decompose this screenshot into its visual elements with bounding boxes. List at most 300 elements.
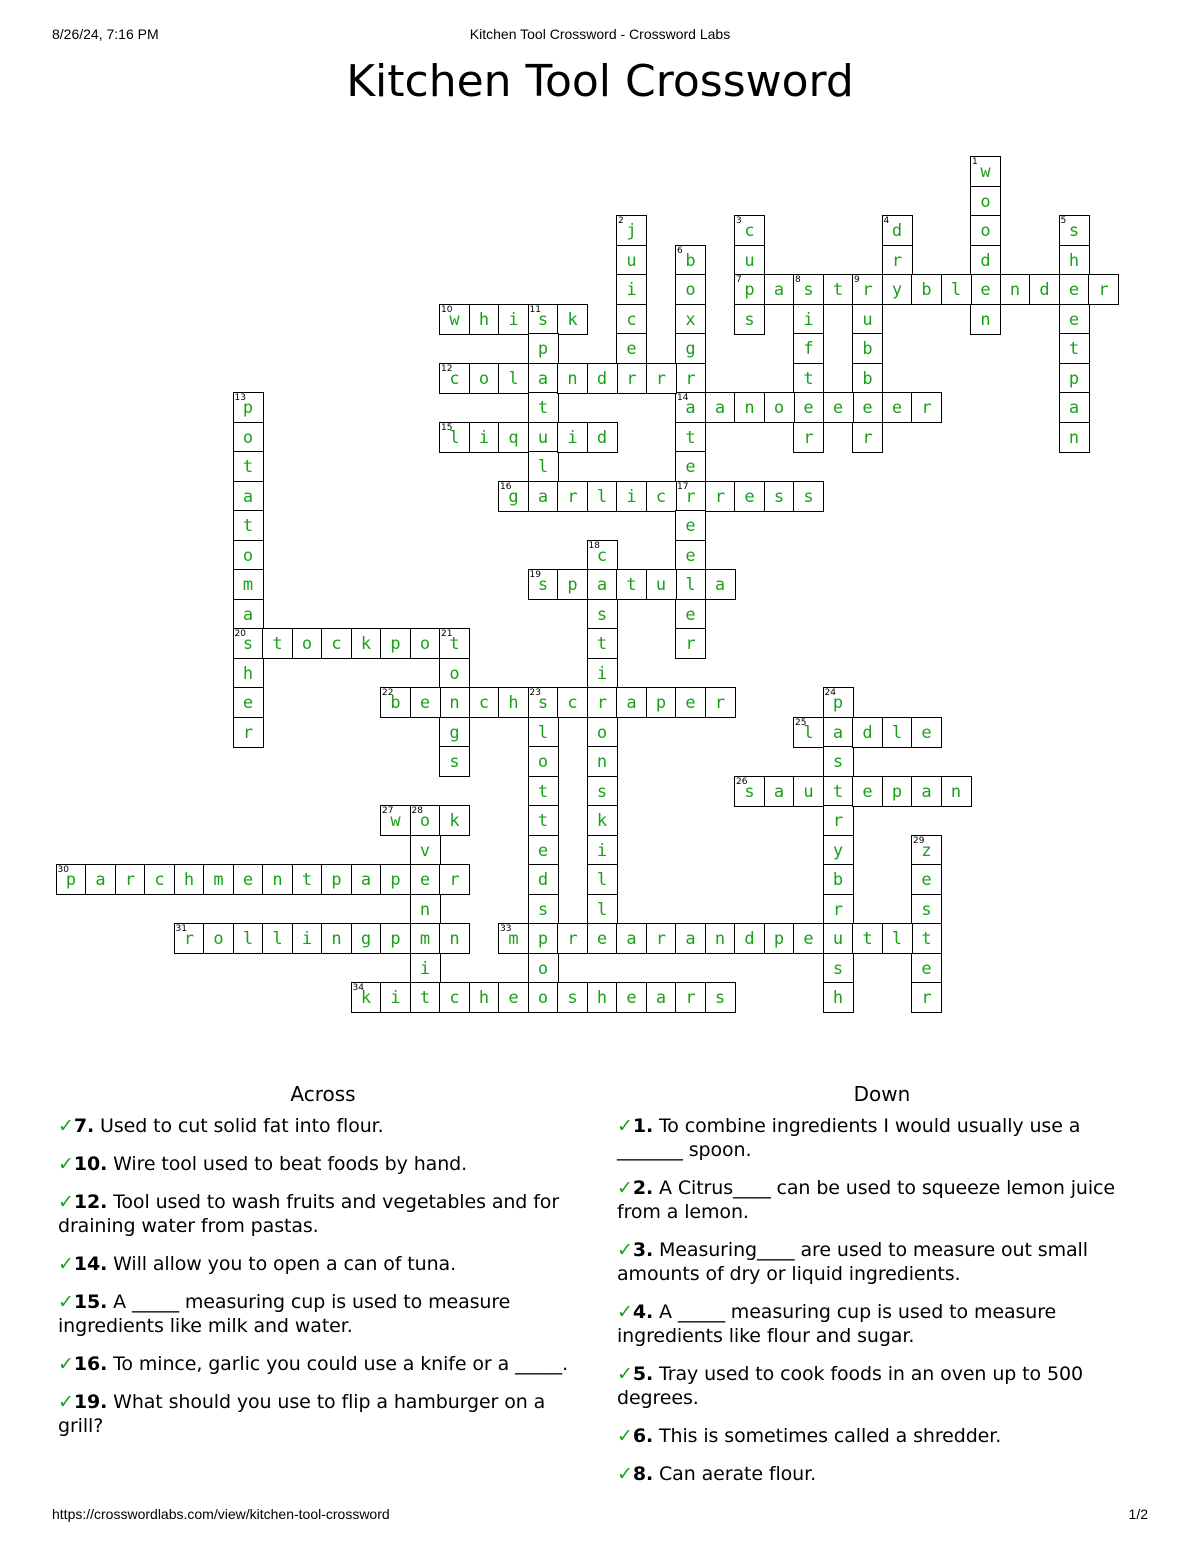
grid-cell[interactable]: [911, 923, 942, 954]
answer-letter: m: [242, 575, 254, 595]
grid-cell[interactable]: [498, 687, 529, 718]
grid-cell[interactable]: [410, 982, 441, 1013]
grid-cell[interactable]: [882, 392, 913, 423]
across-clue[interactable]: [58, 1190, 588, 1238]
answer-letter: d: [1039, 280, 1050, 300]
grid-cell[interactable]: [557, 363, 588, 394]
grid-cell[interactable]: [1059, 422, 1090, 453]
grid-cell[interactable]: [528, 717, 559, 748]
down-clue[interactable]: [617, 1424, 1147, 1448]
answer-letter: c: [478, 693, 490, 713]
grid-cell[interactable]: [675, 569, 706, 600]
grid-cell[interactable]: [439, 304, 470, 335]
grid-cell[interactable]: [321, 628, 352, 659]
clue-number: 31: [175, 924, 187, 934]
answer-letter: r: [685, 486, 696, 507]
grid-cell[interactable]: [528, 481, 559, 512]
grid-cell[interactable]: [233, 658, 264, 689]
grid-cell[interactable]: [528, 746, 559, 777]
grid-cell[interactable]: [705, 481, 736, 512]
grid-cell[interactable]: [734, 776, 765, 807]
grid-cell[interactable]: [1059, 392, 1090, 423]
grid-cell[interactable]: [469, 304, 500, 335]
check-icon: ✓: [58, 1115, 74, 1137]
grid-cell[interactable]: [528, 805, 559, 836]
grid-cell[interactable]: [852, 923, 883, 954]
grid-cell[interactable]: [852, 274, 883, 305]
grid-cell[interactable]: [764, 274, 795, 305]
grid-cell[interactable]: [587, 982, 618, 1013]
grid-cell[interactable]: [1059, 245, 1090, 276]
grid-cell[interactable]: [410, 805, 441, 836]
grid-cell[interactable]: [970, 304, 1001, 335]
grid-cell[interactable]: [528, 422, 559, 453]
clue-number: 24: [824, 688, 836, 698]
grid-cell[interactable]: [557, 982, 588, 1013]
grid-cell[interactable]: [852, 717, 883, 748]
grid-cell[interactable]: [174, 923, 205, 954]
grid-cell[interactable]: [616, 481, 647, 512]
grid-cell[interactable]: [410, 687, 441, 718]
grid-cell[interactable]: [439, 687, 470, 718]
grid-cell[interactable]: [675, 333, 706, 364]
grid-cell[interactable]: [616, 274, 647, 305]
grid-cell[interactable]: [262, 628, 293, 659]
grid-cell[interactable]: [528, 687, 559, 718]
grid-cell[interactable]: [646, 569, 677, 600]
grid-cell[interactable]: [970, 156, 1001, 187]
grid-cell[interactable]: [587, 923, 618, 954]
answer-letter: k: [360, 988, 372, 1008]
grid-cell[interactable]: [675, 304, 706, 335]
grid-cell[interactable]: [734, 392, 765, 423]
answer-letter: a: [685, 929, 696, 949]
grid-cell[interactable]: [793, 422, 824, 453]
grid-cell[interactable]: [469, 422, 500, 453]
grid-cell[interactable]: [233, 422, 264, 453]
answer-letter: h: [1068, 250, 1080, 271]
grid-cell[interactable]: [882, 215, 913, 246]
grid-cell[interactable]: [380, 628, 411, 659]
grid-cell[interactable]: [351, 982, 382, 1013]
across-clue[interactable]: [58, 1290, 588, 1338]
answer-letter: s: [773, 486, 785, 507]
down-clue[interactable]: [617, 1114, 1147, 1162]
grid-cell[interactable]: [587, 835, 618, 866]
grid-cell[interactable]: [734, 215, 765, 246]
grid-cell[interactable]: [528, 835, 559, 866]
grid-cell[interactable]: [439, 923, 470, 954]
grid-cell[interactable]: [115, 864, 146, 895]
grid-cell[interactable]: [823, 923, 854, 954]
grid-cell[interactable]: [380, 805, 411, 836]
grid-cell[interactable]: [675, 923, 706, 954]
grid-cell[interactable]: [351, 923, 382, 954]
grid-cell[interactable]: [675, 540, 706, 571]
grid-cell[interactable]: [587, 422, 618, 453]
grid-cell[interactable]: [174, 864, 205, 895]
answer-letter: p: [390, 634, 401, 654]
grid-cell[interactable]: [970, 215, 1001, 246]
grid-cell[interactable]: [941, 274, 972, 305]
grid-cell[interactable]: [528, 776, 559, 807]
grid-cell[interactable]: [675, 363, 706, 394]
grid-cell[interactable]: [911, 864, 942, 895]
grid-cell[interactable]: [439, 805, 470, 836]
grid-cell[interactable]: [587, 363, 618, 394]
grid-cell[interactable]: [823, 717, 854, 748]
down-clue[interactable]: [617, 1300, 1147, 1348]
grid-cell[interactable]: [734, 304, 765, 335]
grid-cell[interactable]: [882, 274, 913, 305]
answer-letter: k: [360, 634, 372, 654]
grid-cell[interactable]: [439, 717, 470, 748]
answer-letter: i: [803, 309, 814, 330]
grid-cell[interactable]: [823, 392, 854, 423]
grid-cell[interactable]: [498, 304, 529, 335]
grid-cell[interactable]: [528, 953, 559, 984]
answer-letter: p: [390, 870, 401, 890]
grid-cell[interactable]: [587, 599, 618, 630]
grid-cell[interactable]: [528, 333, 559, 364]
grid-cell[interactable]: [233, 717, 264, 748]
grid-cell[interactable]: [882, 923, 913, 954]
grid-cell[interactable]: [292, 864, 323, 895]
answer-letter: r: [655, 368, 667, 389]
grid-cell[interactable]: [793, 304, 824, 335]
grid-cell[interactable]: [56, 864, 87, 895]
grid-cell[interactable]: [911, 894, 942, 925]
across-clue[interactable]: [58, 1152, 588, 1176]
answer-letter: r: [449, 870, 460, 890]
grid-cell[interactable]: [911, 776, 942, 807]
grid-cell[interactable]: [587, 864, 618, 895]
grid-cell[interactable]: [823, 805, 854, 836]
clue-number: 10: [441, 304, 453, 315]
answer-letter: l: [596, 870, 608, 890]
grid-cell[interactable]: [587, 540, 618, 571]
grid-cell[interactable]: [970, 186, 1001, 217]
grid-cell[interactable]: [587, 805, 618, 836]
grid-cell[interactable]: [233, 628, 264, 659]
grid-cell[interactable]: [793, 923, 824, 954]
grid-cell[interactable]: [587, 894, 618, 925]
grid-cell[interactable]: [1088, 274, 1119, 305]
grid-cell[interactable]: [970, 274, 1001, 305]
clue-text: Used to cut solid fat into flour.: [94, 1115, 384, 1137]
grid-cell[interactable]: [1059, 274, 1090, 305]
answer-letter: r: [124, 870, 136, 890]
grid-cell[interactable]: [941, 776, 972, 807]
grid-cell[interactable]: [823, 746, 854, 777]
clue-number: 14: [677, 393, 689, 403]
grid-cell[interactable]: [734, 274, 765, 305]
grid-cell[interactable]: [439, 746, 470, 777]
grid-cell[interactable]: [439, 658, 470, 689]
grid-cell[interactable]: [528, 451, 559, 482]
grid-cell[interactable]: [793, 363, 824, 394]
grid-cell[interactable]: [1000, 274, 1031, 305]
grid-cell[interactable]: [882, 776, 913, 807]
answer-letter: i: [301, 929, 313, 949]
grid-cell[interactable]: [85, 864, 116, 895]
grid-cell[interactable]: [793, 481, 824, 512]
grid-cell[interactable]: [675, 628, 706, 659]
grid-cell[interactable]: [616, 363, 647, 394]
answer-letter: z: [921, 840, 932, 861]
grid-cell[interactable]: [587, 628, 618, 659]
grid-cell[interactable]: [292, 923, 323, 954]
grid-cell[interactable]: [1029, 274, 1060, 305]
grid-cell[interactable]: [793, 333, 824, 364]
down-clue[interactable]: [617, 1362, 1147, 1410]
grid-cell[interactable]: [498, 363, 529, 394]
grid-cell[interactable]: [852, 333, 883, 364]
grid-cell[interactable]: [793, 392, 824, 423]
grid-cell[interactable]: [793, 717, 824, 748]
answer-letter: r: [714, 693, 726, 713]
grid-cell[interactable]: [262, 864, 293, 895]
grid-cell[interactable]: [292, 628, 323, 659]
grid-cell[interactable]: [233, 481, 264, 512]
grid-cell[interactable]: [616, 333, 647, 364]
grid-cell[interactable]: [587, 746, 618, 777]
grid-cell[interactable]: [410, 894, 441, 925]
answer-letter: y: [891, 280, 903, 300]
grid-cell[interactable]: [587, 658, 618, 689]
grid-cell[interactable]: [262, 923, 293, 954]
across-clue[interactable]: [58, 1390, 588, 1438]
grid-cell[interactable]: [646, 923, 677, 954]
clue-number: 11: [529, 304, 541, 315]
grid-cell[interactable]: [734, 481, 765, 512]
grid-cell[interactable]: [1059, 333, 1090, 364]
answer-letter: e: [626, 988, 637, 1008]
down-clue[interactable]: [617, 1238, 1147, 1286]
grid-cell[interactable]: [646, 481, 677, 512]
grid-cell[interactable]: [528, 363, 559, 394]
grid-cell[interactable]: [734, 245, 765, 276]
grid-cell[interactable]: [469, 363, 500, 394]
grid-cell[interactable]: [616, 245, 647, 276]
grid-cell[interactable]: [911, 982, 942, 1013]
grid-cell[interactable]: [321, 864, 352, 895]
grid-cell[interactable]: [1059, 304, 1090, 335]
grid-cell[interactable]: [705, 982, 736, 1013]
clue-number: 17: [677, 481, 689, 492]
across-clue[interactable]: [58, 1352, 588, 1376]
grid-cell[interactable]: [675, 599, 706, 630]
grid-cell[interactable]: [882, 245, 913, 276]
grid-cell[interactable]: [911, 717, 942, 748]
answer-letter: l: [508, 368, 519, 389]
grid-cell[interactable]: [911, 953, 942, 984]
grid-cell[interactable]: [616, 304, 647, 335]
grid-cell[interactable]: [793, 274, 824, 305]
grid-cell[interactable]: [410, 953, 441, 984]
grid-cell[interactable]: [852, 392, 883, 423]
grid-cell[interactable]: [557, 304, 588, 335]
grid-cell[interactable]: [675, 422, 706, 453]
grid-cell[interactable]: [1059, 215, 1090, 246]
grid-cell[interactable]: [351, 628, 382, 659]
grid-cell[interactable]: [823, 953, 854, 984]
answer-letter: w: [449, 309, 460, 330]
clue-number: 12.: [73, 1191, 108, 1213]
grid-cell[interactable]: [528, 569, 559, 600]
clue-number: 27: [382, 806, 394, 816]
grid-cell[interactable]: [705, 687, 736, 718]
grid-cell[interactable]: [852, 363, 883, 394]
grid-cell[interactable]: [557, 481, 588, 512]
grid-cell[interactable]: [675, 510, 706, 541]
grid-cell[interactable]: [557, 569, 588, 600]
grid-cell[interactable]: [144, 864, 175, 895]
grid-cell[interactable]: [970, 245, 1001, 276]
grid-cell[interactable]: [675, 451, 706, 482]
grid-cell[interactable]: [498, 481, 529, 512]
grid-cell[interactable]: [764, 481, 795, 512]
grid-cell[interactable]: [380, 687, 411, 718]
grid-cell[interactable]: [734, 923, 765, 954]
grid-cell[interactable]: [439, 628, 470, 659]
grid-cell[interactable]: [675, 982, 706, 1013]
down-clue[interactable]: [617, 1462, 1147, 1486]
grid-cell[interactable]: [498, 422, 529, 453]
grid-cell[interactable]: [439, 363, 470, 394]
grid-cell[interactable]: [439, 864, 470, 895]
grid-cell[interactable]: [233, 540, 264, 571]
grid-cell[interactable]: [823, 687, 854, 718]
grid-cell[interactable]: [528, 864, 559, 895]
grid-cell[interactable]: [646, 687, 677, 718]
grid-cell[interactable]: [528, 392, 559, 423]
grid-cell[interactable]: [351, 864, 382, 895]
grid-cell[interactable]: [587, 481, 618, 512]
grid-cell[interactable]: [557, 687, 588, 718]
grid-cell[interactable]: [233, 599, 264, 630]
grid-cell[interactable]: [498, 982, 529, 1013]
grid-cell[interactable]: [911, 392, 942, 423]
grid-cell[interactable]: [616, 215, 647, 246]
grid-cell[interactable]: [705, 569, 736, 600]
grid-cell[interactable]: [233, 510, 264, 541]
grid-cell[interactable]: [616, 923, 647, 954]
grid-cell[interactable]: [557, 422, 588, 453]
grid-cell[interactable]: [528, 923, 559, 954]
grid-cell[interactable]: [823, 864, 854, 895]
grid-cell[interactable]: [1059, 363, 1090, 394]
grid-cell[interactable]: [852, 422, 883, 453]
answer-letter: t: [272, 634, 283, 654]
grid-cell[interactable]: [439, 422, 470, 453]
grid-cell[interactable]: [321, 923, 352, 954]
grid-cell[interactable]: [557, 923, 588, 954]
grid-cell[interactable]: [233, 923, 264, 954]
grid-cell[interactable]: [410, 864, 441, 895]
answer-letter: p: [1068, 368, 1080, 389]
grid-cell[interactable]: [823, 776, 854, 807]
grid-cell[interactable]: [823, 274, 854, 305]
answer-letter: i: [478, 427, 490, 448]
grid-cell[interactable]: [469, 982, 500, 1013]
grid-cell[interactable]: [587, 569, 618, 600]
grid-cell[interactable]: [646, 363, 677, 394]
across-clue[interactable]: [58, 1252, 588, 1276]
grid-cell[interactable]: [439, 982, 470, 1013]
answer-letter: s: [537, 899, 549, 920]
grid-cell[interactable]: [587, 717, 618, 748]
answer-letter: f: [803, 339, 814, 359]
grid-cell[interactable]: [233, 392, 264, 423]
grid-cell[interactable]: [203, 864, 234, 895]
clue-number: 5: [1060, 216, 1067, 226]
grid-cell[interactable]: [675, 481, 706, 512]
grid-cell[interactable]: [764, 776, 795, 807]
grid-cell[interactable]: [675, 245, 706, 276]
grid-cell[interactable]: [675, 392, 706, 423]
grid-cell[interactable]: [380, 864, 411, 895]
answer-letter: p: [744, 280, 755, 300]
grid-cell[interactable]: [646, 982, 677, 1013]
grid-cell[interactable]: [705, 392, 736, 423]
answer-letter: d: [980, 250, 991, 271]
grid-cell[interactable]: [233, 451, 264, 482]
grid-cell[interactable]: [233, 864, 264, 895]
grid-cell[interactable]: [410, 835, 441, 866]
grid-cell[interactable]: [528, 304, 559, 335]
grid-cell[interactable]: [823, 894, 854, 925]
grid-cell[interactable]: [587, 776, 618, 807]
grid-cell[interactable]: [764, 923, 795, 954]
clue-number: 16.: [73, 1353, 108, 1375]
grid-cell[interactable]: [203, 923, 234, 954]
clue-text: A Citrus____ can be used to squeeze lemon juice from a lemon.: [617, 1177, 1115, 1223]
grid-cell[interactable]: [616, 569, 647, 600]
grid-cell[interactable]: [469, 687, 500, 718]
grid-cell[interactable]: [793, 776, 824, 807]
grid-cell[interactable]: [675, 687, 706, 718]
grid-cell[interactable]: [852, 776, 883, 807]
grid-cell[interactable]: [380, 982, 411, 1013]
grid-cell[interactable]: [823, 835, 854, 866]
grid-cell[interactable]: [410, 628, 441, 659]
grid-cell[interactable]: [823, 982, 854, 1013]
grid-cell[interactable]: [410, 923, 441, 954]
check-icon: ✓: [58, 1253, 74, 1275]
grid-cell[interactable]: [587, 687, 618, 718]
grid-cell[interactable]: [852, 304, 883, 335]
grid-cell[interactable]: [528, 894, 559, 925]
grid-cell[interactable]: [882, 717, 913, 748]
grid-cell[interactable]: [705, 923, 736, 954]
grid-cell[interactable]: [675, 274, 706, 305]
across-clue[interactable]: [58, 1114, 588, 1138]
answer-letter: a: [537, 368, 549, 389]
grid-cell[interactable]: [498, 923, 529, 954]
grid-cell[interactable]: [616, 982, 647, 1013]
answer-letter: e: [744, 486, 755, 507]
grid-cell[interactable]: [911, 274, 942, 305]
down-clue[interactable]: [617, 1176, 1147, 1224]
grid-cell[interactable]: [911, 835, 942, 866]
grid-cell[interactable]: [528, 982, 559, 1013]
grid-cell[interactable]: [616, 687, 647, 718]
grid-cell[interactable]: [764, 392, 795, 423]
grid-cell[interactable]: [380, 923, 411, 954]
grid-cell[interactable]: [233, 569, 264, 600]
grid-cell[interactable]: [233, 687, 264, 718]
